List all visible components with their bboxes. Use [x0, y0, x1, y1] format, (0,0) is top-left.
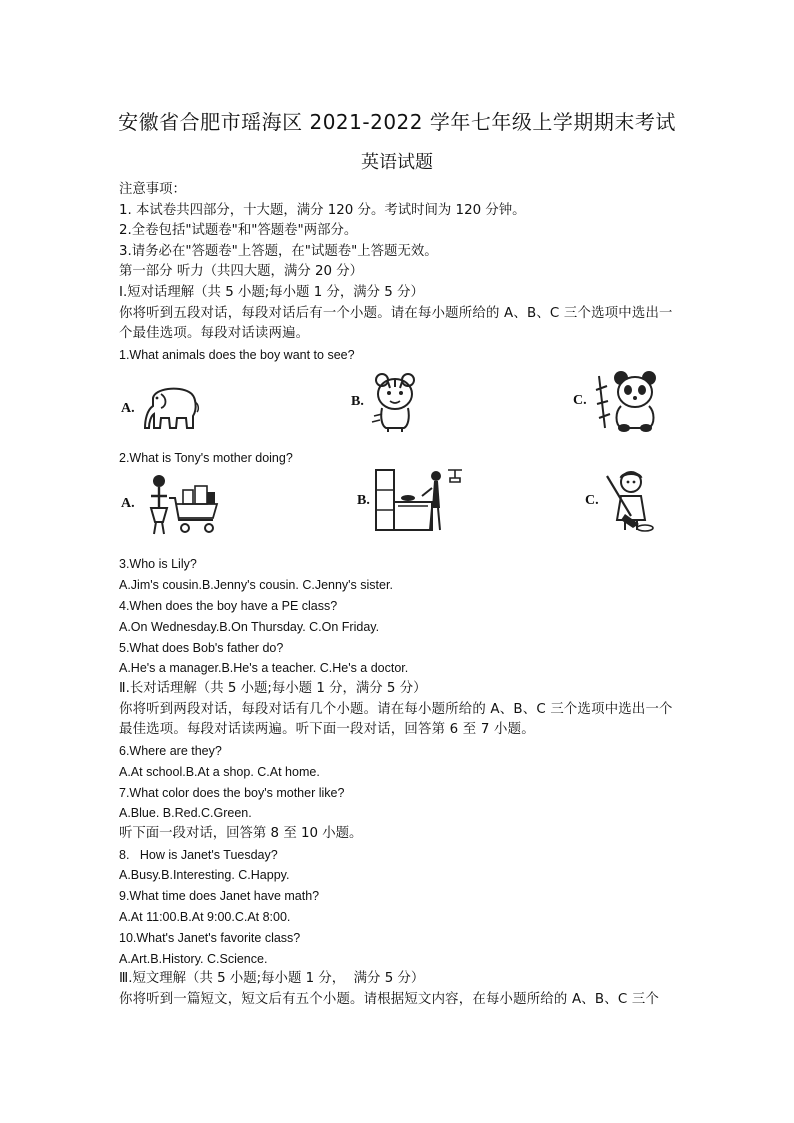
- question-8: 8. How is Janet's Tuesday?: [119, 847, 278, 862]
- sweeping-woman-icon: [603, 470, 661, 532]
- answer-options-6: A.At school.B.At a shop. C.At home.: [119, 764, 320, 779]
- section1-heading: Ⅰ.短对话理解（共 5 小题;每小题 1 分，满分 5 分）: [119, 284, 424, 300]
- question-9: 9.What time does Janet have math?: [119, 889, 320, 904]
- tiger-icon: [368, 370, 424, 434]
- note-item: 1. 本试卷共四部分，十大题，满分 120 分。考试时间为 120 分钟。: [119, 202, 526, 218]
- question-10: 10.What's Janet's favorite class?: [119, 930, 301, 945]
- exam-subtitle: 英语试题: [361, 152, 433, 173]
- question-5: 5.What does Bob's father do?: [119, 640, 284, 655]
- q2-option-b: B.: [357, 468, 464, 534]
- question-6: 6.Where are they?: [119, 743, 222, 758]
- q2-option-c: C.: [585, 470, 661, 532]
- answer-options-3: A.Jim's cousin.B.Jenny's cousin. C.Jenny's sister.: [119, 578, 393, 593]
- question-7: 7.What color does the boy's mother like?: [119, 785, 345, 800]
- q2-option-a: A.: [121, 472, 223, 536]
- shopping-woman-icon: [139, 472, 223, 536]
- q2-picture-options: [119, 468, 679, 554]
- section3-instruction: 你将听到一篇短文，短文后有五个小题。请根据短文内容，在每小题所给的 A、B、C 三个: [119, 992, 660, 1008]
- section3-heading: Ⅲ.短文理解（共 5 小题;每小题 1 分， 满分 5 分）: [119, 971, 425, 987]
- panda-icon: [591, 368, 663, 434]
- notes-heading: 注意事项：: [119, 182, 186, 197]
- section2-instruction: 你将听到两段对话，每段对话有几个小题。请在每小题所给的 A、B、C 三个选项中选出一个最佳选项。每段对话读两遍。听下面一段对话，回答第 6 至 7 小题。: [119, 701, 673, 738]
- part1-heading: 第一部分 听力（共四大题，满分 20 分）: [119, 264, 364, 280]
- note-item: 3.请务必在"答题卷"上答题，在"试题卷"上答题无效。: [119, 243, 438, 259]
- q1-option-b: B.: [351, 370, 424, 434]
- exam-body: [119, 180, 679, 1011]
- listen-next-instruction: 听下面一段对话，回答第 8 至 10 小题。: [119, 826, 363, 842]
- question-1: 1.What animals does the boy want to see?: [119, 347, 355, 362]
- note-item: 2.全卷包括"试题卷"和"答题卷"两部分。: [119, 223, 358, 239]
- q1-picture-options: [119, 366, 679, 448]
- exam-title: 安徽省合肥市瑶海区 2021-2022 学年七年级上学期期末考试: [118, 110, 676, 134]
- answer-options-9: A.At 11:00.B.At 9:00.C.At 8:00.: [119, 910, 291, 925]
- section1-instruction: 你将听到五段对话，每段对话后有一个小题。请在每小题所给的 A、B、C 三个选项中选出一个最佳选项。每段对话读两遍。: [119, 305, 673, 342]
- question-2: 2.What is Tony's mother doing?: [119, 450, 293, 465]
- cooking-kitchen-icon: [374, 468, 464, 534]
- answer-options-5: A.He's a manager.B.He's a teacher. C.He's a doctor.: [119, 661, 409, 676]
- elephant-icon: [139, 384, 201, 434]
- section2-heading: Ⅱ.长对话理解（共 5 小题;每小题 1 分，满分 5 分）: [119, 681, 427, 697]
- q1-option-a: A.: [121, 384, 201, 434]
- answer-options-10: A.Art.B.History. C.Science.: [119, 951, 268, 966]
- question-3: 3.Who is Lily?: [119, 557, 197, 572]
- answer-options-7: A.Blue. B.Red.C.Green.: [119, 806, 252, 821]
- answer-options-4: A.On Wednesday.B.On Thursday. C.On Friday.: [119, 619, 380, 634]
- question-4: 4.When does the boy have a PE class?: [119, 598, 338, 613]
- q1-option-c: C.: [573, 368, 663, 434]
- answer-options-8: A.Busy.B.Interesting. C.Happy.: [119, 868, 290, 883]
